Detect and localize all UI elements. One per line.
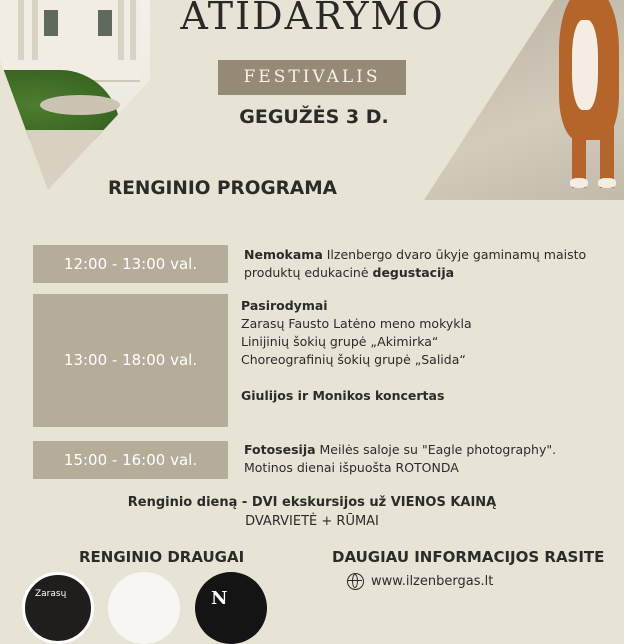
- excursion-details: DVARVIETĖ + RŪMAI: [245, 514, 379, 529]
- page-title: ATIDARYMO: [180, 0, 445, 38]
- partner-logo-1[interactable]: [22, 572, 94, 644]
- partners-title: RENGINIO DRAUGAI: [79, 548, 245, 566]
- excursion-offer: Renginio dieną - DVI ekskursijos už VIENOS KAINĄ: [127, 495, 497, 510]
- slot-1-description: Nemokama Ilzenbergo dvaro ūkyje gaminamų maisto produktų edukacinė degustacija: [244, 247, 587, 280]
- partner-logo-2[interactable]: [108, 572, 180, 644]
- time-slot-1: 12:00 - 13:00 val.: [33, 245, 228, 283]
- time-slot-3: 15:00 - 16:00 val.: [33, 441, 228, 479]
- event-date: GEGUŽĖS 3 D.: [239, 106, 389, 128]
- globe-icon: [347, 573, 364, 590]
- palace-photo: [0, 0, 150, 190]
- partner-logo-3-text: N: [211, 588, 228, 609]
- slot-3-description: Fotosesija Meilės saloje su "Eagle photography". Motinos dienai išpuošta ROTONDA: [244, 442, 557, 475]
- program-heading: RENGINIO PROGRAMA: [108, 178, 337, 199]
- partner-logo-1-text: Zarasų: [35, 589, 67, 599]
- website-link[interactable]: www.ilzenbergas.lt: [371, 574, 494, 589]
- partner-logo-3[interactable]: [195, 572, 267, 644]
- time-slot-2: 13:00 - 18:00 val.: [33, 294, 228, 427]
- info-title: DAUGIAU INFORMACIJOS RASITE: [332, 548, 605, 566]
- festival-badge: FESTIVALIS: [218, 60, 406, 95]
- slot-2-description: Pasirodymai Zarasų Fausto Latėno meno mokykla Linijinių šokių grupė „Akimirka“ Choreografinių šokių grupė „Salida“ Giulijos ir Monikos koncertas: [241, 298, 472, 403]
